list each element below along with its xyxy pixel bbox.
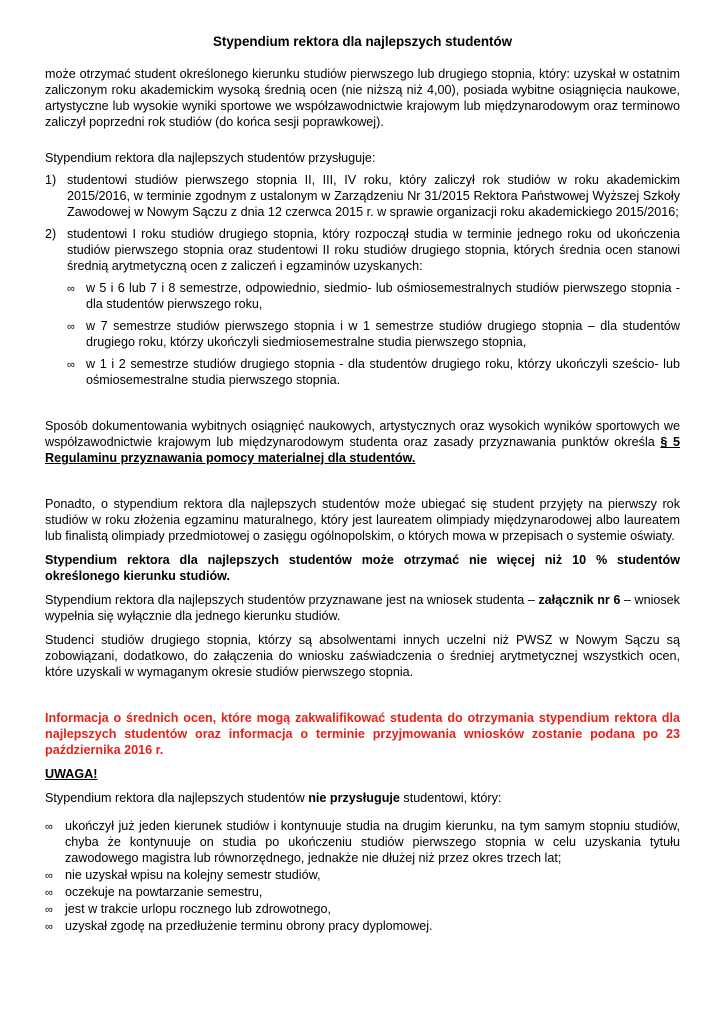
entitled-list <box>45 172 680 274</box>
infinity-bullet-icon: ∞ <box>45 921 53 933</box>
not-entitled-bold: nie przysługuje <box>308 791 400 805</box>
second-degree-paragraph: Studenci studiów drugiego stopnia, którzy są absolwentami innych uczelni niż PWSZ w Nowym Sączu są zobowiązani, dodatkowo, do załączenia do wniosku zaświadczenia o średniej arytmetycznej wszystkich ocen, które uzyskali w wymaganym okresie studiów pierwszego stopnia. <box>45 633 680 679</box>
not-entitled-text: Stypendium rektora dla najlepszych studentów <box>45 791 309 805</box>
additional-eligibility-paragraph: Ponadto, o stypendium rektora dla najlepszych studentów może ubiegać się student przyjęty na pierwszy rok studiów w roku złożenia egzaminu maturalnego, który jest laureatem olimpiady międzynarodowej albo laureatem lub finalistą olimpiady przedmiotowej o zasięgu ogólnopolskim, o których mowa w przepisach o systemie oświaty. <box>45 497 680 543</box>
list-item <box>45 280 680 312</box>
list-item-text: ukończył już jeden kierunek studiów i kontynuuje studia na drugim kierunku, na tym samym stopniu studiów, chyba że kontynuuje on studia po ukończeniu studiów pierwszego stopnia w celu uzyskania tytułu zawodowego magistra lub równorzędnego, jednakże nie dłużej niż przez okres trzech lat; <box>65 819 680 865</box>
list-item-text: uzyskał zgodę na przedłużenie terminu obrony pracy dyplomowej. <box>65 919 433 933</box>
red-info-paragraph: Informacja o średnich ocen, które mogą zakwalifikować studenta do otrzymania stypendium rektora dla najlepszych studentów oraz informacja o terminie przyjmowania wniosków zostanie podana po 23 października 2016 r. <box>45 711 680 757</box>
not-entitled-text-end: studentowi, który: <box>399 791 502 805</box>
list-item <box>45 818 680 866</box>
entitled-intro: Stypendium rektora dla najlepszych studentów przysługuje: <box>45 151 376 165</box>
list-item-text: w 7 semestrze studiów pierwszego stopnia i w 1 semestrze studiów drugiego stopnia – dla studentów drugiego roku, którzy ukończyli siedmiosemestralne studia pierwszego stopnia, <box>86 319 680 349</box>
intro-paragraph: może otrzymać student określonego kierunku studiów pierwszego lub drugiego stopnia, który: uzyskał w ostatnim zaliczonym roku akademickim wysoką średnią ocen (nie niższą niż 4,00), posiada wybitne osiągnięcia naukowe, artystyczne lub wysokie wyniki sportowe we współzawodnictwie krajowym lub międzynarodowym oraz terminowo zaliczył poprzedni rok studiów (do końca sesji poprawkowej). <box>45 67 680 129</box>
list-item <box>45 867 680 883</box>
infinity-bullet-icon: ∞ <box>45 870 53 882</box>
semester-sublist <box>45 280 680 388</box>
regulation-link[interactable]: § 5 Regulaminu przyznawania pomocy materialnej dla studentów. <box>45 435 680 465</box>
application-text: Stypendium rektora dla najlepszych studentów przyznawane jest na wniosek studenta – <box>45 593 539 607</box>
infinity-bullet-icon: ∞ <box>67 359 75 371</box>
infinity-bullet-icon: ∞ <box>67 321 75 333</box>
list-item <box>45 356 680 388</box>
infinity-bullet-icon: ∞ <box>45 821 53 833</box>
page-title: Stypendium rektora dla najlepszych studentów <box>212 34 513 49</box>
list-item <box>45 172 680 220</box>
documentation-text: Sposób dokumentowania wybitnych osiągnięć naukowych, artystycznych oraz wysokich wyników sportowych we współzawodnictwie krajowym lub międzynarodowym studenta oraz zasady przyznawania punktów określa <box>45 419 680 449</box>
application-text-end: – wniosek wypełnia się wyłącznie dla jednego kierunku studiów. <box>45 593 680 623</box>
list-item-text: studentowi studiów pierwszego stopnia II, III, IV roku, który zaliczył rok studiów w roku akademickim 2015/2016, w terminie zgodnym z ustalonym w Zarządzeniu Nr 31/2015 Rektora Państwowej Wyższej Szkoły Zawodowej w Nowym Sączu z dnia 12 czerwca 2015 r. w sprawie organizacji roku akademickiego 2015/2016; <box>67 173 680 219</box>
application-paragraph <box>45 592 680 624</box>
list-number: 2) <box>45 227 57 241</box>
list-item <box>45 901 680 917</box>
documentation-paragraph <box>45 418 680 466</box>
list-item <box>45 918 680 934</box>
infinity-bullet-icon: ∞ <box>45 887 53 899</box>
list-item-text: studentowi I roku studiów drugiego stopnia, który rozpoczął studia w terminie jednego roku od ukończenia studiów pierwszego stopnia oraz studentowi II roku studiów drugiego stopnia, których średnia ocen stanowi średnią arytmetyczną ocen z zaliczeń i egzaminów uzyskanych: <box>67 227 680 273</box>
infinity-bullet-icon: ∞ <box>67 283 75 295</box>
infinity-bullet-icon: ∞ <box>45 904 53 916</box>
list-item <box>45 318 680 350</box>
list-item-text: w 1 i 2 semestrze studiów drugiego stopnia - dla studentów drugiego roku, którzy ukończyli sześcio- lub ośmiosemestralne studia pierwszego stopnia. <box>86 357 680 387</box>
warning-heading: UWAGA! <box>45 767 98 781</box>
list-item <box>45 884 680 900</box>
limit-paragraph: Stypendium rektora dla najlepszych studentów może otrzymać nie więcej niż 10 % studentów określonego kierunku studiów. <box>45 553 680 583</box>
list-item <box>45 226 680 274</box>
document-page <box>45 34 680 935</box>
attachment-label: załącznik nr 6 <box>538 593 621 607</box>
list-item-text: oczekuje na powtarzanie semestru, <box>65 885 263 899</box>
list-item-text: w 5 i 6 lub 7 i 8 semestrze, odpowiednio, siedmio- lub ośmiosemestralnych studiów pierwszego stopnia - dla studentów pierwszego roku, <box>86 281 680 311</box>
list-item-text: nie uzyskał wpisu na kolejny semestr studiów, <box>65 868 321 882</box>
list-item-text: jest w trakcie urlopu rocznego lub zdrowotnego, <box>65 902 332 916</box>
not-entitled-intro <box>45 790 680 806</box>
list-number: 1) <box>45 173 57 187</box>
not-entitled-list <box>45 818 680 934</box>
